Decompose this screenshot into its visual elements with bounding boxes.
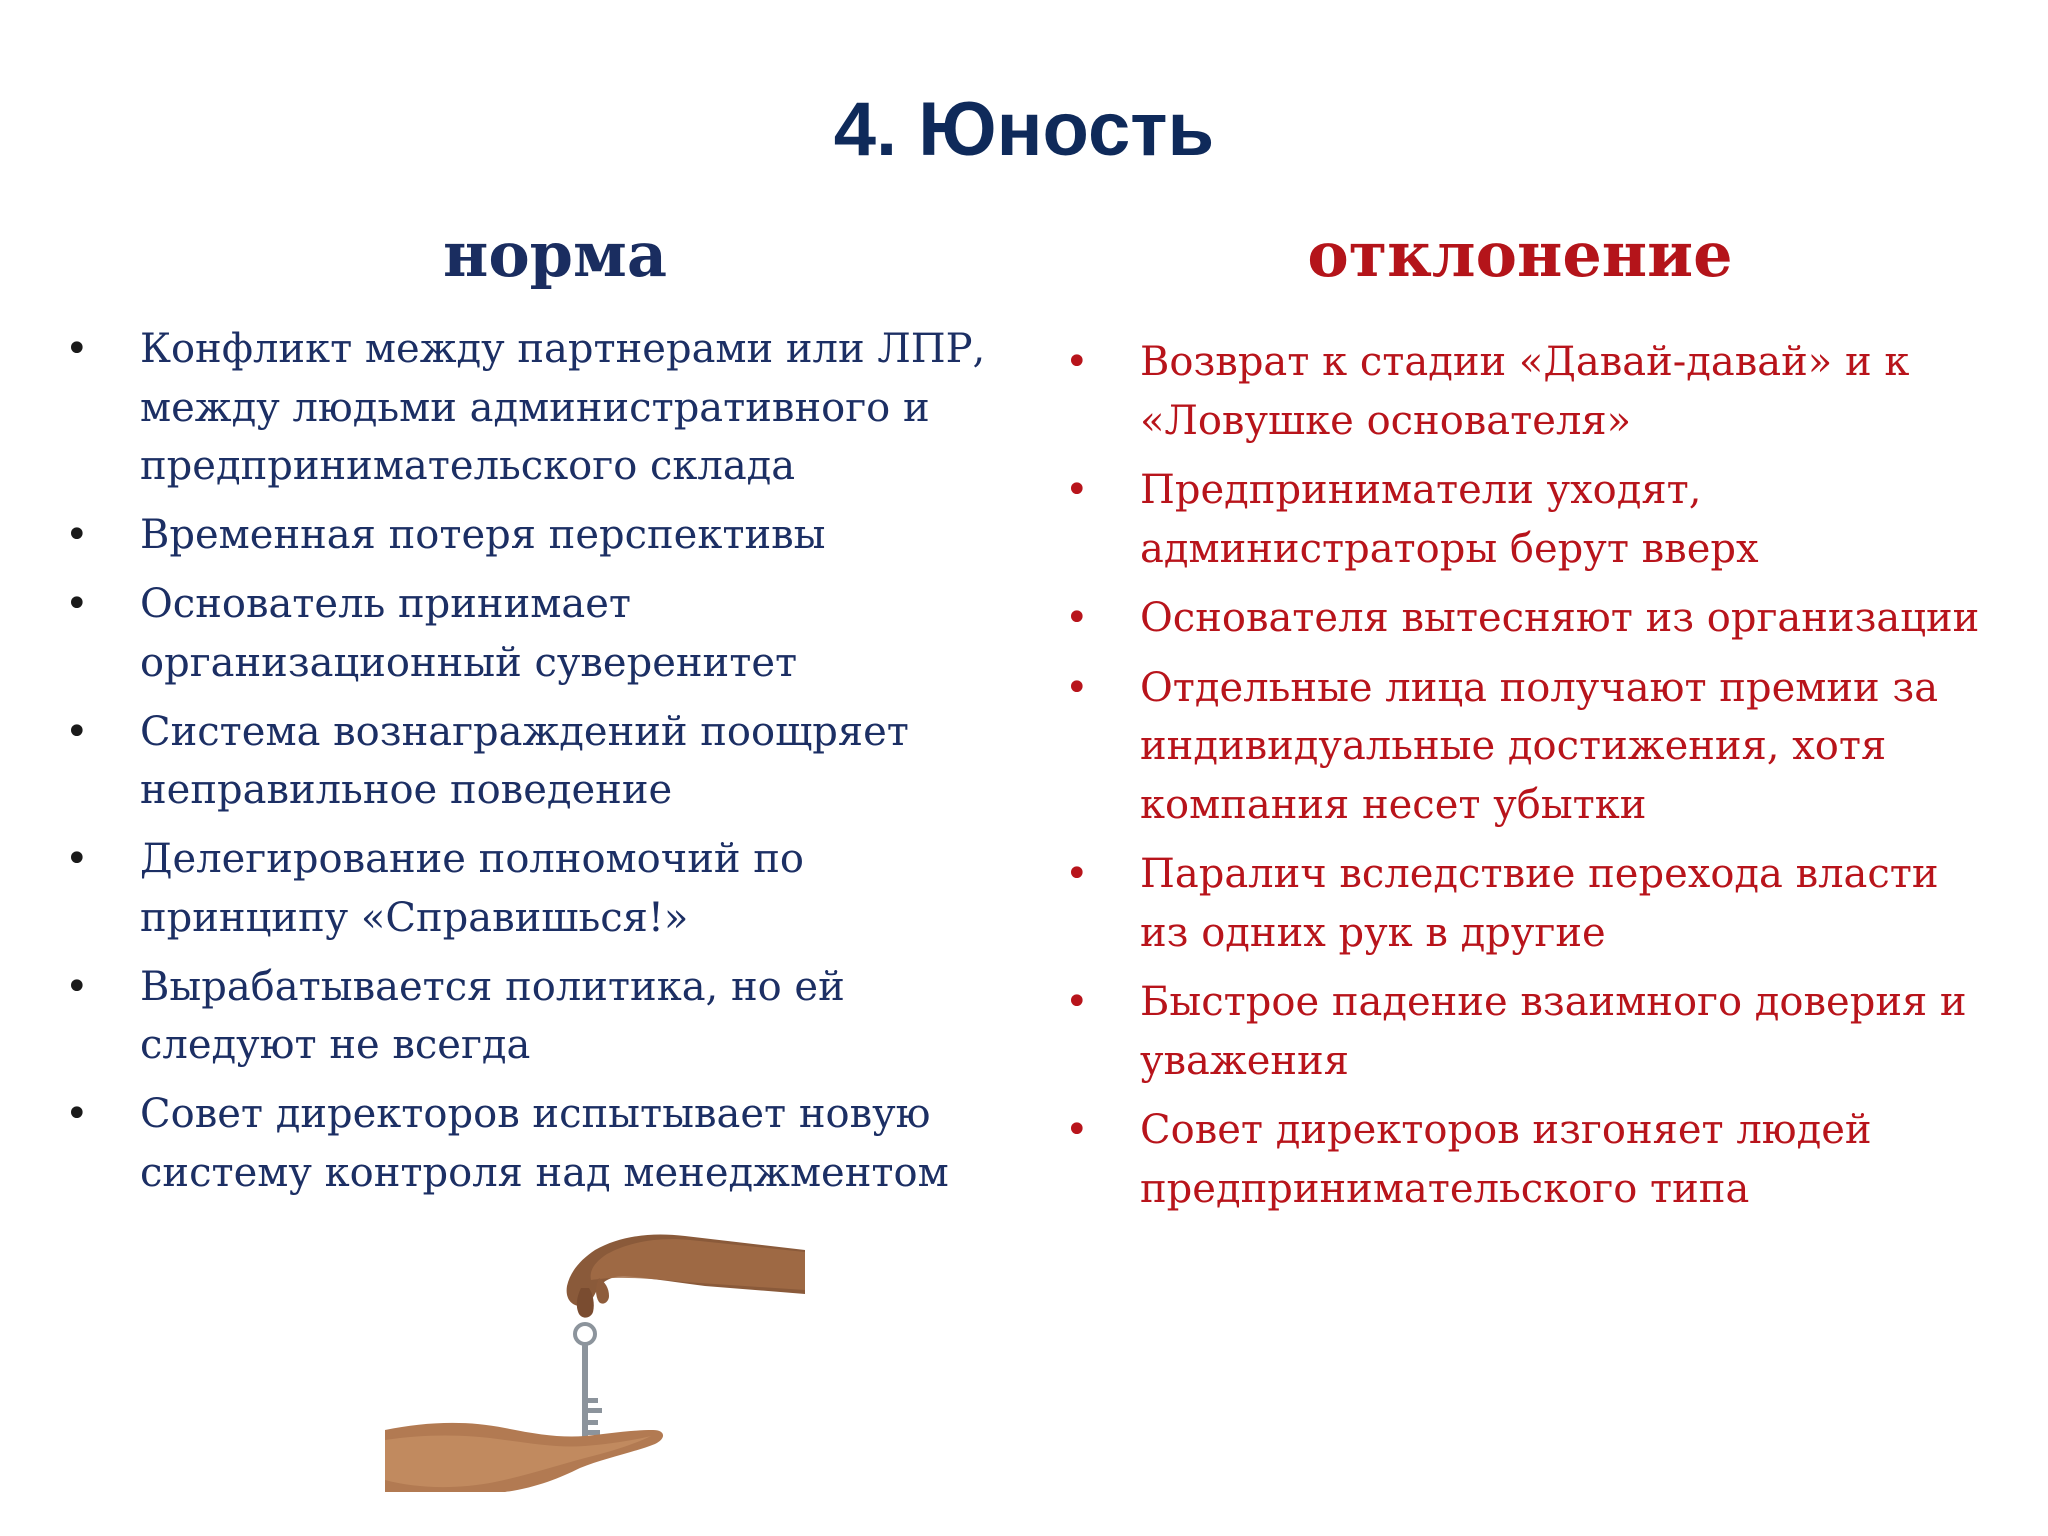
deviation-item — [1055, 1101, 1990, 1218]
bullet-icon: • — [65, 836, 89, 882]
bullet-icon: • — [1065, 339, 1089, 385]
bullet-icon: • — [65, 1091, 89, 1137]
bullet-icon: • — [65, 708, 89, 755]
deviation-item-text: Основателя вытесняют из организации — [1140, 595, 1980, 641]
bullet-icon: • — [65, 512, 89, 558]
norm-item — [55, 1085, 1005, 1202]
deviation-item — [1055, 845, 1990, 962]
deviation-item-text: Паралич вследствие перехода власти из одних рук в другие — [1140, 851, 1939, 956]
deviation-item-text: Возврат к стадии «Давай-давай» и к «Ловушке основателя» — [1140, 339, 1910, 444]
bullet-icon: • — [1065, 979, 1089, 1025]
bullet-icon: • — [65, 963, 89, 1010]
bullet-icon: • — [65, 326, 89, 372]
norm-item — [55, 703, 1005, 820]
norm-item — [55, 830, 1005, 947]
norm-item — [55, 506, 1005, 565]
deviation-item-text: Отдельные лица получают премии за индивидуальные достижения, хотя компания несет убытки — [1140, 664, 1939, 828]
key-handover-image — [385, 1230, 805, 1492]
deviation-item — [1055, 659, 1990, 835]
deviation-item-text: Быстрое падение взаимного доверия и уважения — [1140, 979, 1967, 1084]
norm-item-text: Вырабатывается политика, но ей следуют не всегда — [140, 963, 845, 1068]
norm-list — [55, 320, 1005, 1213]
deviation-item — [1055, 973, 1990, 1090]
deviation-item — [1055, 589, 1990, 648]
deviation-item-text: Совет директоров изгоняет людей предпринимательского типа — [1140, 1107, 1872, 1212]
norm-item-text: Система вознаграждений поощряет неправильное поведение — [140, 708, 909, 813]
slide-title: 4. Юность — [833, 87, 1215, 172]
deviation-item-text: Предприниматели уходят, администраторы берут вверх — [1140, 467, 1759, 572]
deviation-item — [1055, 333, 1990, 450]
bullet-icon: • — [1065, 664, 1089, 711]
norm-item-text: Временная потеря перспективы — [140, 512, 826, 558]
norm-item — [55, 958, 1005, 1075]
deviation-heading: отклонение — [1307, 218, 1733, 291]
deviation-item — [1055, 461, 1990, 578]
norm-item — [55, 320, 1005, 496]
norm-item-text: Конфликт между партнерами или ЛПР, между людьми административного и предпринимательского склада — [140, 326, 986, 489]
bullet-icon: • — [65, 581, 89, 627]
bullet-icon: • — [1065, 851, 1089, 897]
bullet-icon: • — [1065, 467, 1089, 513]
norm-item-text: Делегирование полномочий по принципу «Справишься!» — [140, 836, 804, 941]
norm-heading: норма — [442, 218, 668, 291]
bullet-icon: • — [1065, 595, 1089, 641]
norm-item-text: Основатель принимает организационный суверенитет — [140, 581, 798, 686]
norm-item-text: Совет директоров испытывает новую систему контроля над менеджментом — [140, 1091, 949, 1196]
bullet-icon: • — [1065, 1107, 1089, 1153]
key-handover-icon — [385, 1230, 805, 1492]
norm-item — [55, 575, 1005, 692]
deviation-list — [1055, 333, 1990, 1229]
